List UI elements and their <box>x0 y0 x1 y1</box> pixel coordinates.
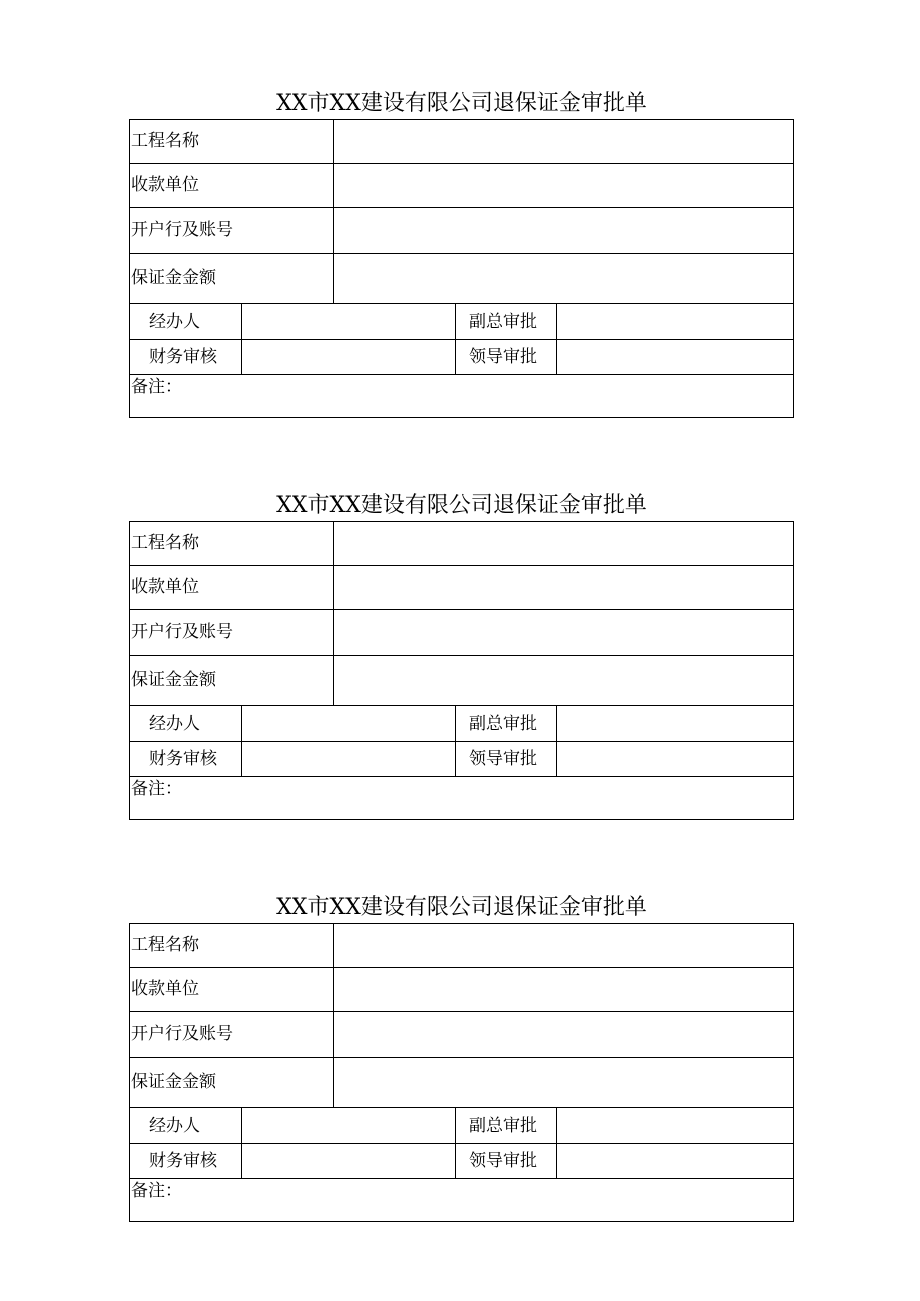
label-finance-review: 财务审核 <box>149 749 217 769</box>
label-remarks: 备注： <box>131 779 182 799</box>
form-table <box>129 521 794 820</box>
label-bank-account: 开户行及账号 <box>131 220 233 240</box>
label-handler: 经办人 <box>149 714 200 734</box>
label-remarks: 备注： <box>131 377 182 397</box>
label-deposit-amount: 保证金金额 <box>131 268 216 288</box>
label-project-name: 工程名称 <box>131 935 199 955</box>
label-payee-unit: 收款单位 <box>131 979 199 999</box>
label-vp-approval: 副总审批 <box>469 1116 537 1136</box>
label-vp-approval: 副总审批 <box>469 714 537 734</box>
label-leader-approval: 领导审批 <box>469 1151 537 1171</box>
label-bank-account: 开户行及账号 <box>131 1024 233 1044</box>
label-project-name: 工程名称 <box>131 131 199 151</box>
label-payee-unit: 收款单位 <box>131 175 199 195</box>
label-payee-unit: 收款单位 <box>131 577 199 597</box>
label-remarks: 备注： <box>131 1181 182 1201</box>
label-leader-approval: 领导审批 <box>469 749 537 769</box>
form-title: XX市XX建设有限公司退保证金审批单 <box>276 91 647 116</box>
form-title: XX市XX建设有限公司退保证金审批单 <box>276 895 647 920</box>
label-project-name: 工程名称 <box>131 533 199 553</box>
label-finance-review: 财务审核 <box>149 347 217 367</box>
form-title: XX市XX建设有限公司退保证金审批单 <box>276 493 647 518</box>
label-leader-approval: 领导审批 <box>469 347 537 367</box>
label-vp-approval: 副总审批 <box>469 312 537 332</box>
label-deposit-amount: 保证金金额 <box>131 670 216 690</box>
label-handler: 经办人 <box>149 1116 200 1136</box>
label-finance-review: 财务审核 <box>149 1151 217 1171</box>
label-handler: 经办人 <box>149 312 200 332</box>
form-table <box>129 119 794 418</box>
label-deposit-amount: 保证金金额 <box>131 1072 216 1092</box>
label-bank-account: 开户行及账号 <box>131 622 233 642</box>
form-table <box>129 923 794 1222</box>
